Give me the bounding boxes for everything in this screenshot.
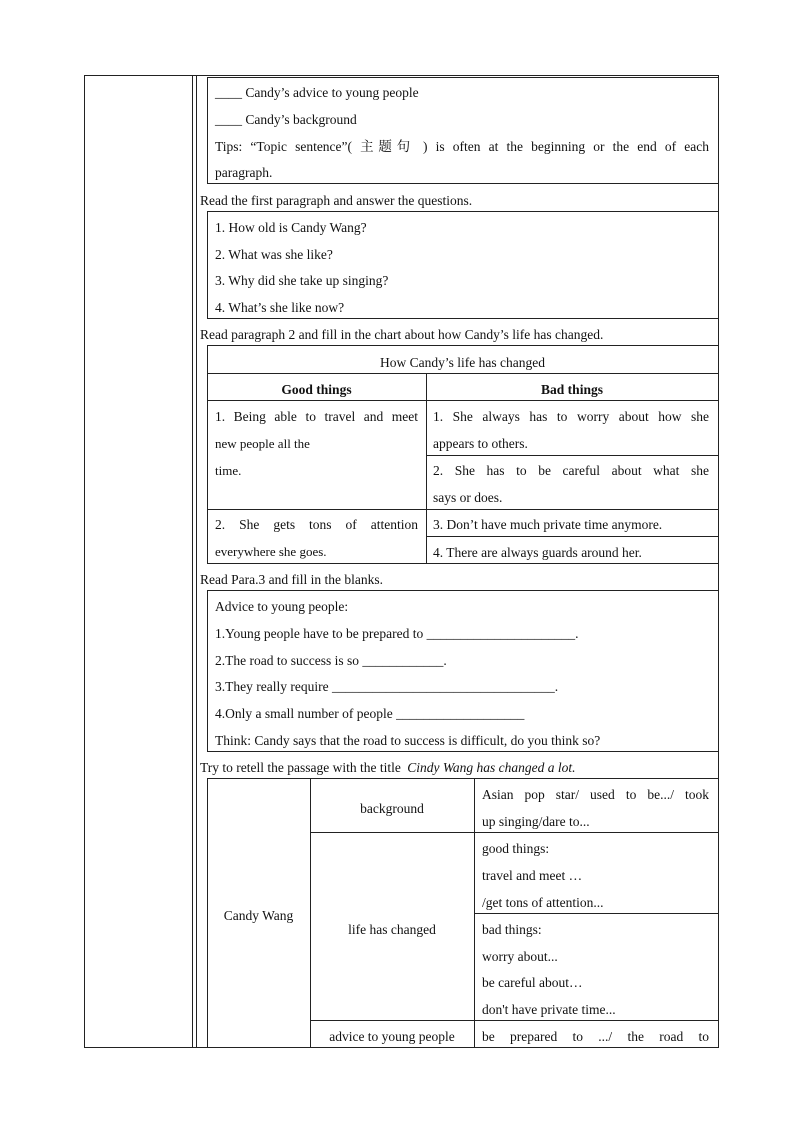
advice-blank-1: 1.Young people have to be prepared to ______________________. bbox=[215, 626, 579, 641]
bad-thing-1: 1. She always has to worry about how she bbox=[433, 409, 709, 424]
option-background-line: ____ Candy’s background bbox=[215, 112, 357, 127]
think-question: Think: Candy says that the road to success is difficult, do you think so? bbox=[215, 733, 601, 748]
good-thing-1-cont2: time. bbox=[215, 463, 242, 478]
chart-middle bbox=[426, 373, 427, 564]
instruction-retell-prefix: Try to retell the passage with the title bbox=[200, 760, 401, 775]
box3-bottom bbox=[207, 751, 718, 752]
chart-header-bottom bbox=[207, 400, 718, 401]
question-item: 2. What was she like? bbox=[215, 247, 333, 262]
bad-thing-4: 4. There are always guards around her. bbox=[433, 545, 642, 560]
good-things-header: Good things bbox=[281, 382, 352, 397]
box3-top bbox=[207, 590, 718, 591]
outer-right-border bbox=[718, 75, 719, 1048]
chart-bad-row1-bottom bbox=[426, 455, 718, 456]
chart-row1-bottom bbox=[207, 509, 718, 510]
chart-bad-row3-bottom bbox=[426, 536, 718, 537]
retell-good-line: travel and meet … bbox=[482, 868, 583, 883]
box2-top bbox=[207, 211, 718, 212]
retell-advice-label: advice to young people bbox=[329, 1029, 455, 1044]
inner-column-divider bbox=[196, 75, 197, 1048]
retell-name: Candy Wang bbox=[223, 908, 294, 923]
retell-advice-text: be prepared to .../ the road to bbox=[482, 1029, 709, 1044]
retell-good-line: good things: bbox=[482, 841, 550, 856]
box2-bottom bbox=[207, 318, 718, 319]
instruction-retell-title: Cindy Wang has changed a lot. bbox=[407, 760, 576, 775]
good-thing-2: 2. She gets tons of attention bbox=[215, 517, 418, 532]
retell-top bbox=[207, 778, 718, 779]
retell-bad-line: bad things: bbox=[482, 922, 542, 937]
tips-text-cont: paragraph. bbox=[215, 165, 273, 180]
column-divider bbox=[192, 75, 193, 1048]
bad-thing-2-cont: says or does. bbox=[433, 490, 503, 505]
chart-bottom bbox=[207, 563, 718, 564]
question-item: 3. Why did she take up singing? bbox=[215, 273, 389, 288]
bad-thing-1-cont: appears to others. bbox=[433, 436, 528, 451]
good-thing-1: 1. Being able to travel and meet bbox=[215, 409, 418, 424]
chart-top bbox=[207, 345, 718, 346]
outer-top-border bbox=[84, 75, 719, 76]
advice-heading: Advice to young people: bbox=[215, 599, 349, 614]
box2-left bbox=[207, 211, 208, 319]
retell-bg-bottom bbox=[310, 832, 718, 833]
retell-background-text: Asian pop star/ used to be.../ took bbox=[482, 787, 709, 802]
retell-background-text-cont: up singing/dare to... bbox=[482, 814, 590, 829]
retell-good-line: /get tons of attention... bbox=[482, 895, 604, 910]
bad-thing-2: 2. She has to be careful about what she bbox=[433, 463, 709, 478]
retell-bad-line: be careful about… bbox=[482, 975, 583, 990]
chart-left bbox=[207, 345, 208, 564]
bad-thing-3: 3. Don’t have much private time anymore. bbox=[433, 517, 663, 532]
good-thing-1-cont: new people all the bbox=[215, 436, 310, 451]
retell-bad-line: don't have private time... bbox=[482, 1002, 616, 1017]
advice-blank-2: 2.The road to success is so ____________. bbox=[215, 653, 447, 668]
box1-top bbox=[207, 77, 718, 78]
advice-blank-4: 4.Only a small number of people ___________________ bbox=[215, 706, 525, 721]
advice-blank-3: 3.They really require _________________________________. bbox=[215, 679, 559, 694]
good-thing-2-cont: everywhere she goes. bbox=[215, 544, 327, 559]
retell-col2 bbox=[310, 778, 311, 1048]
retell-changed-bottom bbox=[310, 1020, 718, 1021]
outer-left-border bbox=[84, 75, 85, 1048]
retell-col3 bbox=[474, 778, 475, 1048]
box1-left bbox=[207, 77, 208, 184]
tips-text: Tips: “Topic sentence”( 主题句 ) is often at the beginning or the end of each bbox=[215, 139, 709, 154]
option-advice-line: ____ Candy’s advice to young people bbox=[215, 85, 419, 100]
retell-changed-label: life has changed bbox=[348, 922, 436, 937]
question-item: 1. How old is Candy Wang? bbox=[215, 220, 367, 235]
chart-title-bottom bbox=[207, 373, 718, 374]
bad-things-header: Bad things bbox=[541, 382, 603, 397]
retell-background-label: background bbox=[360, 801, 424, 816]
instruction-retell bbox=[200, 760, 575, 776]
question-item: 4. What’s she like now? bbox=[215, 300, 345, 315]
instruction-paragraph-1: Read the first paragraph and answer the questions. bbox=[200, 193, 473, 208]
box1-bottom bbox=[207, 183, 718, 184]
box3-left bbox=[207, 590, 208, 752]
outer-bottom-border bbox=[84, 1047, 719, 1048]
instruction-paragraph-3: Read Para.3 and fill in the blanks. bbox=[200, 572, 383, 587]
retell-good-bottom bbox=[474, 913, 718, 914]
instruction-paragraph-2: Read paragraph 2 and fill in the chart about how Candy’s life has changed. bbox=[200, 327, 604, 342]
chart-title: How Candy’s life has changed bbox=[380, 355, 545, 370]
retell-bad-line: worry about... bbox=[482, 949, 558, 964]
